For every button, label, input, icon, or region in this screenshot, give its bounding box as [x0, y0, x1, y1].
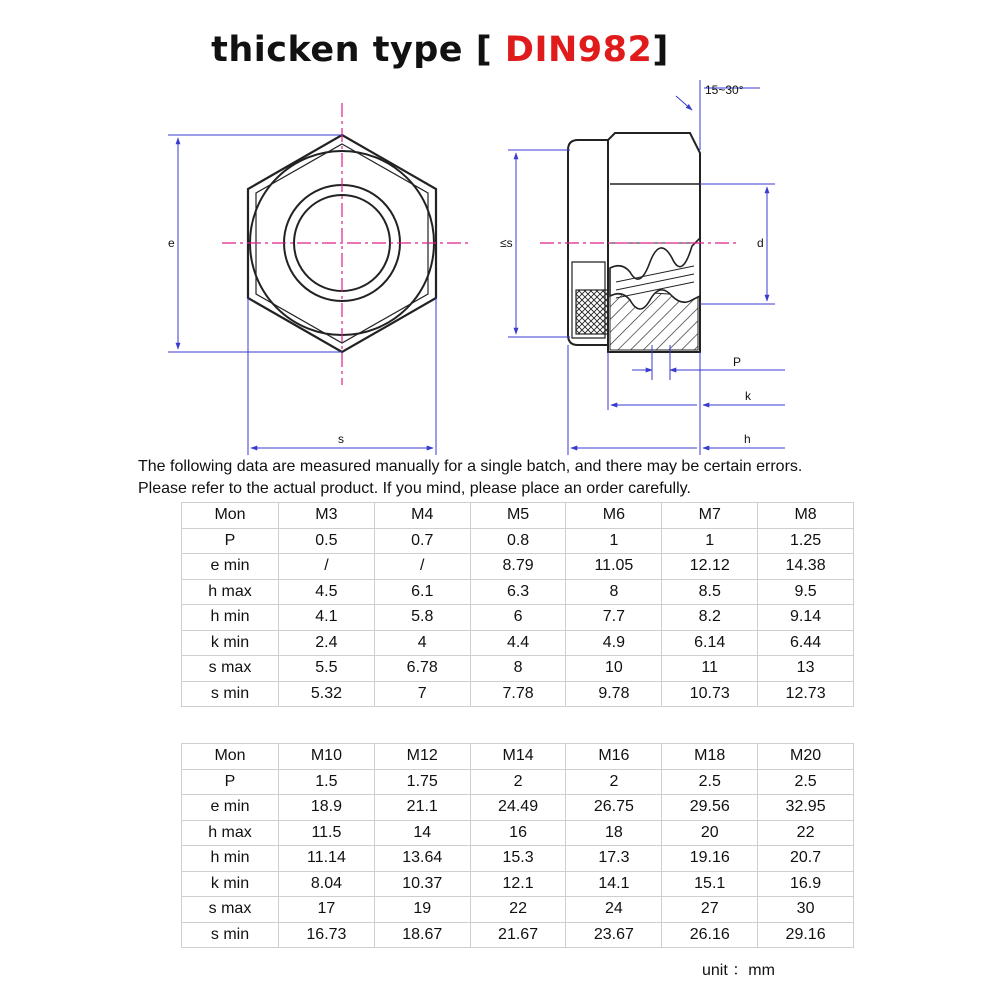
technical-drawing	[0, 0, 1000, 460]
table-cell: 15.1	[662, 871, 758, 897]
note-line-2: Please refer to the actual product. If you mind, please place an order carefully.	[138, 480, 691, 497]
table-row	[182, 579, 854, 605]
nylon-insert	[576, 290, 608, 334]
table-row	[182, 795, 854, 821]
table-cell: 5.32	[279, 681, 375, 707]
table-cell: M7	[662, 503, 758, 529]
table-cell: 2	[470, 769, 566, 795]
table-cell: 0.7	[374, 528, 470, 554]
table-cell: 11.14	[279, 846, 375, 872]
row-label-cell: h min	[182, 605, 279, 631]
side-view	[500, 80, 785, 455]
table-cell: 22	[758, 820, 854, 846]
table-cell: 26.75	[566, 795, 662, 821]
table-cell: 27	[662, 897, 758, 923]
table-cell: 18.67	[374, 922, 470, 948]
table-cell: 16.73	[279, 922, 375, 948]
table-cell: 2.5	[758, 769, 854, 795]
table-cell: 4	[374, 630, 470, 656]
table-cell: 6.3	[470, 579, 566, 605]
row-label-cell: s max	[182, 656, 279, 682]
table-cell: 22	[470, 897, 566, 923]
table-cell: 4.5	[279, 579, 375, 605]
row-label-cell: P	[182, 769, 279, 795]
table-cell: 18	[566, 820, 662, 846]
table-cell: 29.16	[758, 922, 854, 948]
title-suffix: ]	[652, 30, 669, 70]
table-row	[182, 897, 854, 923]
table-cell: 8.79	[470, 554, 566, 580]
table-cell: 23.67	[566, 922, 662, 948]
e-label: e	[168, 236, 175, 250]
table-cell: M14	[470, 744, 566, 770]
table-cell: 15.3	[470, 846, 566, 872]
table-cell: 1	[662, 528, 758, 554]
table-cell: 13	[758, 656, 854, 682]
table-cell: 12.12	[662, 554, 758, 580]
table-cell: 21.1	[374, 795, 470, 821]
table-cell: 26.16	[662, 922, 758, 948]
table-cell: 29.56	[662, 795, 758, 821]
table-cell: 32.95	[758, 795, 854, 821]
table-cell: 6.78	[374, 656, 470, 682]
table-row	[182, 922, 854, 948]
row-label-cell: e min	[182, 795, 279, 821]
row-label-cell: h max	[182, 579, 279, 605]
table-row	[182, 554, 854, 580]
table-cell: 4.1	[279, 605, 375, 631]
table-cell: 2.5	[662, 769, 758, 795]
table-cell: 0.8	[470, 528, 566, 554]
front-view	[168, 103, 472, 455]
title-code: DIN982	[504, 30, 653, 70]
table-cell: M20	[758, 744, 854, 770]
row-label-cell: h max	[182, 820, 279, 846]
row-label-cell: s max	[182, 897, 279, 923]
table-cell: 6	[470, 605, 566, 631]
unit-label: unit ：mm	[702, 962, 775, 979]
table-cell: 30	[758, 897, 854, 923]
table-cell: 8	[470, 656, 566, 682]
table-cell: 5.8	[374, 605, 470, 631]
table-cell: 18.9	[279, 795, 375, 821]
table-cell: 8.5	[662, 579, 758, 605]
table-cell: 2	[566, 769, 662, 795]
table-row	[182, 871, 854, 897]
d-label: d	[757, 236, 764, 250]
note-line-1: The following data are measured manually for a single batch, and there may be certain errors.	[138, 458, 803, 475]
table-cell: 10.73	[662, 681, 758, 707]
table-cell: M12	[374, 744, 470, 770]
table-cell: M8	[758, 503, 854, 529]
table-cell: 1.25	[758, 528, 854, 554]
table-cell: 12.73	[758, 681, 854, 707]
table-cell: 20.7	[758, 846, 854, 872]
table-cell: 8.2	[662, 605, 758, 631]
table-cell: 11.5	[279, 820, 375, 846]
table-cell: 24.49	[470, 795, 566, 821]
table-row	[182, 846, 854, 872]
table-row	[182, 769, 854, 795]
table-cell: 10.37	[374, 871, 470, 897]
table-header-row	[182, 744, 854, 770]
table-cell: 9.5	[758, 579, 854, 605]
table-cell: 14.38	[758, 554, 854, 580]
s-side-label: ≤s	[500, 236, 513, 250]
title-prefix: thicken type [	[211, 30, 505, 70]
table-row	[182, 605, 854, 631]
k-label: k	[745, 389, 751, 403]
table-cell: 14.1	[566, 871, 662, 897]
table-cell: 19	[374, 897, 470, 923]
table-cell: 9.14	[758, 605, 854, 631]
table-row	[182, 528, 854, 554]
table-cell: 12.1	[470, 871, 566, 897]
table-cell: 6.1	[374, 579, 470, 605]
table-cell: 8	[566, 579, 662, 605]
table-cell: 7.7	[566, 605, 662, 631]
table-cell: 1	[566, 528, 662, 554]
table-cell: 11.05	[566, 554, 662, 580]
table-cell: 2.4	[279, 630, 375, 656]
angle-label: 15~30°	[705, 83, 744, 97]
table-cell: 14	[374, 820, 470, 846]
table-cell: 6.44	[758, 630, 854, 656]
table-cell: 17	[279, 897, 375, 923]
table-cell: 21.67	[470, 922, 566, 948]
spec-table-2	[181, 743, 854, 948]
table-row	[182, 820, 854, 846]
table-cell: M6	[566, 503, 662, 529]
row-label-cell: s min	[182, 922, 279, 948]
table-cell: 7	[374, 681, 470, 707]
table-cell: 13.64	[374, 846, 470, 872]
table-cell: 19.16	[662, 846, 758, 872]
table-cell: 16	[470, 820, 566, 846]
row-label-cell: Mon	[182, 503, 279, 529]
table-cell: 6.14	[662, 630, 758, 656]
table-cell: 17.3	[566, 846, 662, 872]
s-label-bottom: s	[338, 432, 344, 446]
row-label-cell: k min	[182, 871, 279, 897]
table-cell: M10	[279, 744, 375, 770]
table-cell: M5	[470, 503, 566, 529]
h-label: h	[744, 432, 751, 446]
table-cell: 16.9	[758, 871, 854, 897]
row-label-cell: k min	[182, 630, 279, 656]
row-label-cell: s min	[182, 681, 279, 707]
table-cell: 7.78	[470, 681, 566, 707]
table-cell: 4.9	[566, 630, 662, 656]
table-cell: 0.5	[279, 528, 375, 554]
table-cell: M3	[279, 503, 375, 529]
table-row	[182, 630, 854, 656]
table-cell: M18	[662, 744, 758, 770]
table-cell: M4	[374, 503, 470, 529]
table-cell: 1.75	[374, 769, 470, 795]
table-cell: 5.5	[279, 656, 375, 682]
row-label-cell: Mon	[182, 744, 279, 770]
row-label-cell: e min	[182, 554, 279, 580]
table-cell: 20	[662, 820, 758, 846]
table-cell: 4.4	[470, 630, 566, 656]
p-label: P	[733, 355, 742, 369]
table-cell: /	[374, 554, 470, 580]
table-row	[182, 681, 854, 707]
table-cell: 1.5	[279, 769, 375, 795]
table-cell: 24	[566, 897, 662, 923]
table-cell: 8.04	[279, 871, 375, 897]
row-label-cell: h min	[182, 846, 279, 872]
table-row	[182, 656, 854, 682]
spec-table-1	[181, 502, 854, 707]
table-cell: /	[279, 554, 375, 580]
table-header-row	[182, 503, 854, 529]
table-cell: 9.78	[566, 681, 662, 707]
table-cell: 11	[662, 656, 758, 682]
row-label-cell: P	[182, 528, 279, 554]
table-cell: 10	[566, 656, 662, 682]
table-cell: M16	[566, 744, 662, 770]
